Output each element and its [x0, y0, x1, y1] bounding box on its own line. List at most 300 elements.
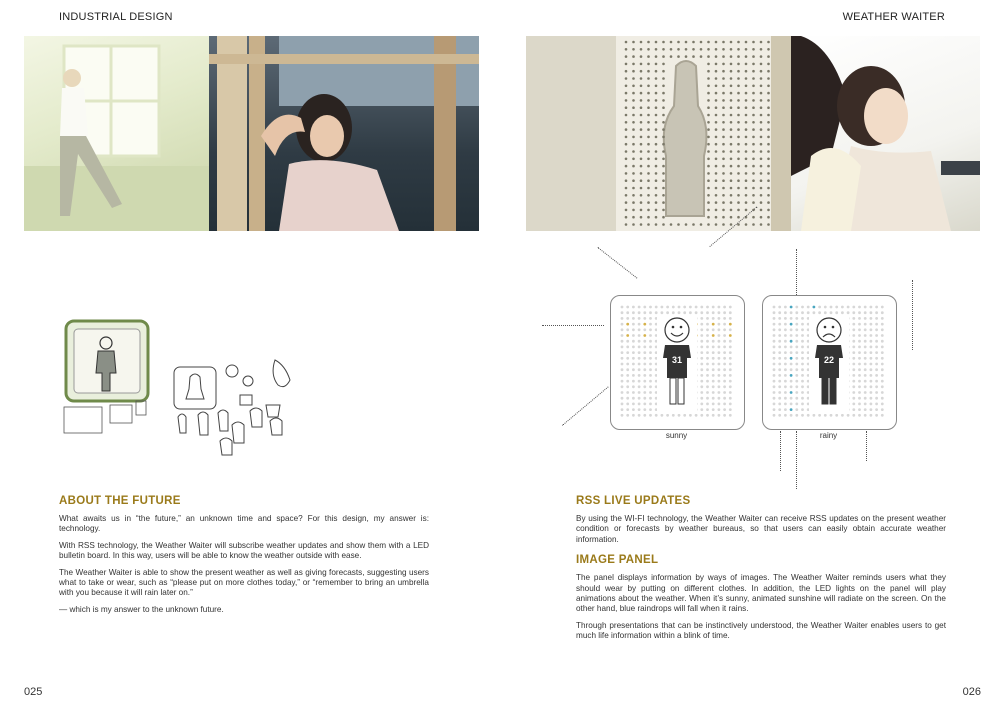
grille-hole [730, 150, 733, 153]
grille-hole [722, 194, 725, 197]
grille-hole [722, 187, 725, 190]
led-dot [813, 306, 816, 309]
led-dot [706, 408, 709, 411]
grille-hole [707, 106, 710, 109]
led-dot [723, 311, 726, 314]
grille-hole [632, 114, 635, 117]
grille-hole [670, 48, 673, 51]
face-eye [832, 326, 835, 329]
grille-hole [752, 216, 755, 219]
led-dot [700, 346, 703, 349]
grille-hole [722, 216, 725, 219]
led-dot [778, 408, 781, 411]
led-dot [870, 323, 873, 326]
led-dot [784, 397, 787, 400]
grille-hole [760, 209, 763, 212]
grille-hole [640, 136, 643, 139]
grille-hole [640, 143, 643, 146]
grille-hole [752, 121, 755, 124]
led-dot [881, 346, 884, 349]
paragraph: — which is my answer to the unknown future. [59, 604, 224, 614]
grille-hole [730, 201, 733, 204]
grille-hole [767, 85, 770, 88]
led-dot [626, 397, 629, 400]
led-dot [700, 391, 703, 394]
led-dot [801, 385, 804, 388]
grille-hole [752, 223, 755, 226]
led-dot [643, 385, 646, 388]
sad-face-icon [817, 318, 841, 342]
grille-hole [625, 99, 628, 102]
led-dot [858, 363, 861, 366]
grille-hole [640, 55, 643, 58]
led-dot [841, 414, 844, 417]
grille-hole [647, 209, 650, 212]
grille-hole [730, 41, 733, 44]
led-dot [718, 391, 721, 394]
led-dot [801, 306, 804, 309]
grille-hole [700, 223, 703, 226]
led-dot [830, 306, 833, 309]
led-dot [773, 397, 776, 400]
led-dot [870, 391, 873, 394]
led-dot [870, 403, 873, 406]
led-dot [773, 403, 776, 406]
grille-hole [707, 92, 710, 95]
led-dot [773, 346, 776, 349]
led-dot [858, 306, 861, 309]
sunny-caption: sunny [665, 431, 688, 440]
led-dot [712, 391, 715, 394]
led-dot [638, 317, 641, 320]
photo-woman-window-art [24, 36, 209, 231]
grille-hole [715, 128, 718, 131]
led-dot [706, 368, 709, 371]
led-dot [778, 357, 781, 360]
led-dot [643, 408, 646, 411]
led-dot [626, 334, 629, 337]
grille-hole [760, 165, 763, 168]
led-dot [778, 340, 781, 343]
paragraph: The Weather Waiter is able to show the present weather as well as giving forecasts, suggesting users what to take or wear, such as “please put on more clothes today,” or “remember to bring an umbrella with you because it will rain later on.” [59, 567, 429, 598]
led-dot [858, 317, 861, 320]
grille-hole [662, 201, 665, 204]
grille-hole [745, 187, 748, 190]
sketch-icons-art [170, 355, 302, 460]
led-dot [773, 357, 776, 360]
grille-hole [655, 106, 658, 109]
led-dot [852, 317, 855, 320]
grille-hole [767, 216, 770, 219]
led-dot [700, 328, 703, 331]
grille-hole [662, 63, 665, 66]
grille-hole [647, 114, 650, 117]
led-dot [649, 380, 652, 383]
led-dot [712, 328, 715, 331]
led-dot [875, 397, 878, 400]
grille-hole [692, 48, 695, 51]
grille-hole [655, 48, 658, 51]
grille-hole [625, 55, 628, 58]
led-dot [852, 357, 855, 360]
led-dot [723, 363, 726, 366]
grille-hole [767, 128, 770, 131]
led-dot [712, 351, 715, 354]
grille-hole [632, 48, 635, 51]
weather-diagram [540, 245, 920, 490]
led-dot [718, 403, 721, 406]
grille-hole [625, 150, 628, 153]
led-dot [852, 311, 855, 314]
grille-hole [737, 128, 740, 131]
grille-hole [640, 223, 643, 226]
grille-hole [752, 70, 755, 73]
led-dot [700, 363, 703, 366]
grille-hole [722, 223, 725, 226]
grille-hole [655, 99, 658, 102]
led-dot [852, 385, 855, 388]
grille-hole [730, 99, 733, 102]
grille-hole [632, 63, 635, 66]
grille-hole [715, 55, 718, 58]
led-dot [621, 323, 624, 326]
led-dot [784, 317, 787, 320]
grille-hole [625, 85, 628, 88]
led-dot [773, 414, 776, 417]
led-dot [778, 363, 781, 366]
grille-hole [730, 216, 733, 219]
led-dot [638, 391, 641, 394]
led-dot [683, 414, 686, 417]
grille-hole [707, 143, 710, 146]
grille-hole [715, 158, 718, 161]
led-dot [864, 385, 867, 388]
grille-hole [722, 77, 725, 80]
grille-hole [760, 85, 763, 88]
led-dot [784, 403, 787, 406]
grille-hole [647, 128, 650, 131]
grille-hole [760, 128, 763, 131]
led-dot [712, 374, 715, 377]
grille-hole [632, 187, 635, 190]
led-dot [638, 368, 641, 371]
led-dot [638, 357, 641, 360]
led-dot [712, 357, 715, 360]
led-dot [875, 323, 878, 326]
grille-hole [760, 201, 763, 204]
led-dot [864, 403, 867, 406]
led-dot [852, 374, 855, 377]
led-dot [706, 351, 709, 354]
led-dot [875, 408, 878, 411]
led-dot [858, 403, 861, 406]
grille-hole [730, 165, 733, 168]
led-dot [638, 403, 641, 406]
led-dot [875, 311, 878, 314]
grille-hole [767, 99, 770, 102]
led-dot [632, 357, 635, 360]
led-dot [718, 340, 721, 343]
led-dot [700, 317, 703, 320]
led-dot [700, 340, 703, 343]
led-dot [621, 414, 624, 417]
led-dot [649, 323, 652, 326]
grille-hole [715, 143, 718, 146]
grille-hole [752, 77, 755, 80]
led-dot [723, 351, 726, 354]
grille-hole [640, 85, 643, 88]
grille-hole [730, 70, 733, 73]
grille-hole [655, 216, 658, 219]
led-dot [695, 306, 698, 309]
grille-hole [737, 143, 740, 146]
grille-hole [662, 41, 665, 44]
grille-hole [632, 99, 635, 102]
led-dot [790, 374, 793, 377]
grille-hole [662, 55, 665, 58]
grille-hole [640, 172, 643, 175]
led-dot [858, 351, 861, 354]
grille-hole [767, 172, 770, 175]
grille-hole [745, 70, 748, 73]
grille-hole [760, 158, 763, 161]
led-dot [818, 414, 821, 417]
led-dot [723, 374, 726, 377]
led-dot [824, 306, 827, 309]
grille-hole [760, 179, 763, 182]
led-dot [718, 368, 721, 371]
led-dot [638, 351, 641, 354]
grille-hole [677, 223, 680, 226]
grille-hole [632, 41, 635, 44]
led-dot [784, 380, 787, 383]
grille-hole [647, 194, 650, 197]
led-dot [712, 385, 715, 388]
led-dot [801, 391, 804, 394]
led-dot [723, 317, 726, 320]
grille-hole [737, 63, 740, 66]
led-dot [712, 334, 715, 337]
left-text-column [59, 495, 429, 621]
grille-hole [737, 165, 740, 168]
grille-hole [745, 172, 748, 175]
grille-hole [707, 172, 710, 175]
led-dot [621, 374, 624, 377]
led-dot [626, 328, 629, 331]
rainy-panel-art [763, 296, 896, 429]
led-dot [706, 323, 709, 326]
led-dot [649, 414, 652, 417]
grille-hole [752, 150, 755, 153]
led-dot [801, 334, 804, 337]
grille-hole [662, 85, 665, 88]
grille-hole [752, 179, 755, 182]
led-dot [864, 306, 867, 309]
grille-hole [647, 172, 650, 175]
grille-hole [655, 92, 658, 95]
grille-hole [647, 187, 650, 190]
grille-hole [647, 63, 650, 66]
led-dot [858, 380, 861, 383]
led-dot [790, 385, 793, 388]
led-dot [778, 334, 781, 337]
led-dot [801, 408, 804, 411]
section-title-image-panel: IMAGE PANEL [576, 554, 659, 567]
grille-hole [715, 194, 718, 197]
led-dot [626, 408, 629, 411]
grille-hole [737, 41, 740, 44]
led-dot [626, 357, 629, 360]
led-dot [718, 311, 721, 314]
led-dot [638, 340, 641, 343]
led-dot [626, 351, 629, 354]
led-dot [706, 317, 709, 320]
led-dot [632, 385, 635, 388]
grille-hole [625, 187, 628, 190]
grille-hole [722, 48, 725, 51]
led-dot [723, 328, 726, 331]
led-dot [875, 414, 878, 417]
led-dot [864, 363, 867, 366]
led-dot [700, 385, 703, 388]
led-dot [790, 328, 793, 331]
led-dot [835, 311, 838, 314]
grille-hole [662, 194, 665, 197]
led-dot [841, 306, 844, 309]
grille-hole [730, 172, 733, 175]
led-dot [870, 363, 873, 366]
led-dot [661, 306, 664, 309]
led-dot [706, 306, 709, 309]
led-dot [632, 397, 635, 400]
led-dot [643, 403, 646, 406]
led-dot [864, 408, 867, 411]
grille-hole [745, 158, 748, 161]
led-dot [706, 346, 709, 349]
led-dot [818, 311, 821, 314]
grille-hole [752, 143, 755, 146]
led-dot [638, 328, 641, 331]
led-dot [795, 334, 798, 337]
grille-hole [647, 70, 650, 73]
grille-hole [737, 187, 740, 190]
led-dot [718, 397, 721, 400]
led-dot [870, 374, 873, 377]
led-dot [795, 317, 798, 320]
grille-hole [625, 48, 628, 51]
led-dot [864, 368, 867, 371]
grille-hole [737, 158, 740, 161]
led-dot [621, 363, 624, 366]
led-dot [718, 363, 721, 366]
led-dot [706, 385, 709, 388]
grille-hole [647, 150, 650, 153]
led-dot [626, 368, 629, 371]
led-dot [778, 317, 781, 320]
led-dot [626, 317, 629, 320]
led-dot [881, 311, 884, 314]
led-dot [875, 328, 878, 331]
grille-hole [640, 216, 643, 219]
led-dot [852, 306, 855, 309]
grille-hole [767, 201, 770, 204]
led-dot [626, 380, 629, 383]
grille-hole [662, 209, 665, 212]
grille-hole [640, 187, 643, 190]
led-dot [881, 397, 884, 400]
led-dot [875, 363, 878, 366]
led-dot [773, 391, 776, 394]
led-dot [643, 363, 646, 366]
grille-hole [745, 136, 748, 139]
grille-hole [662, 70, 665, 73]
grille-hole [662, 92, 665, 95]
grille-hole [730, 179, 733, 182]
led-dot [718, 328, 721, 331]
grille-hole [625, 179, 628, 182]
grille-hole [715, 63, 718, 66]
led-dot [700, 374, 703, 377]
led-dot [790, 334, 793, 337]
led-dot [870, 306, 873, 309]
led-dot [666, 306, 669, 309]
grille-hole [647, 92, 650, 95]
led-dot [870, 368, 873, 371]
grille-hole [715, 223, 718, 226]
grille-hole [760, 106, 763, 109]
grille-hole [662, 223, 665, 226]
led-dot [649, 363, 652, 366]
grille-hole [737, 106, 740, 109]
led-dot [632, 391, 635, 394]
led-dot [795, 306, 798, 309]
led-dot [700, 323, 703, 326]
grille-hole [752, 158, 755, 161]
grille-hole [655, 63, 658, 66]
grille-hole [707, 70, 710, 73]
grille-hole [625, 143, 628, 146]
led-dot [773, 363, 776, 366]
grille-hole [632, 194, 635, 197]
grille-hole [707, 158, 710, 161]
led-dot [706, 334, 709, 337]
grille-hole [752, 85, 755, 88]
led-dot [881, 328, 884, 331]
grille-hole [730, 77, 733, 80]
grille-hole [722, 106, 725, 109]
led-dot [881, 380, 884, 383]
led-dot [661, 311, 664, 314]
led-dot [875, 357, 878, 360]
grille-hole [625, 41, 628, 44]
grille-hole [737, 121, 740, 124]
sunny-panel [610, 295, 745, 430]
grille-hole [625, 201, 628, 204]
led-dot [881, 323, 884, 326]
led-dot [621, 317, 624, 320]
grille-hole [722, 179, 725, 182]
led-dot [706, 340, 709, 343]
grille-hole [640, 201, 643, 204]
grille-hole [722, 63, 725, 66]
grille-hole [700, 55, 703, 58]
grille-hole [640, 209, 643, 212]
led-dot [729, 374, 732, 377]
grille-hole [722, 136, 725, 139]
grille-hole [737, 172, 740, 175]
led-dot [649, 374, 652, 377]
led-dot [729, 368, 732, 371]
